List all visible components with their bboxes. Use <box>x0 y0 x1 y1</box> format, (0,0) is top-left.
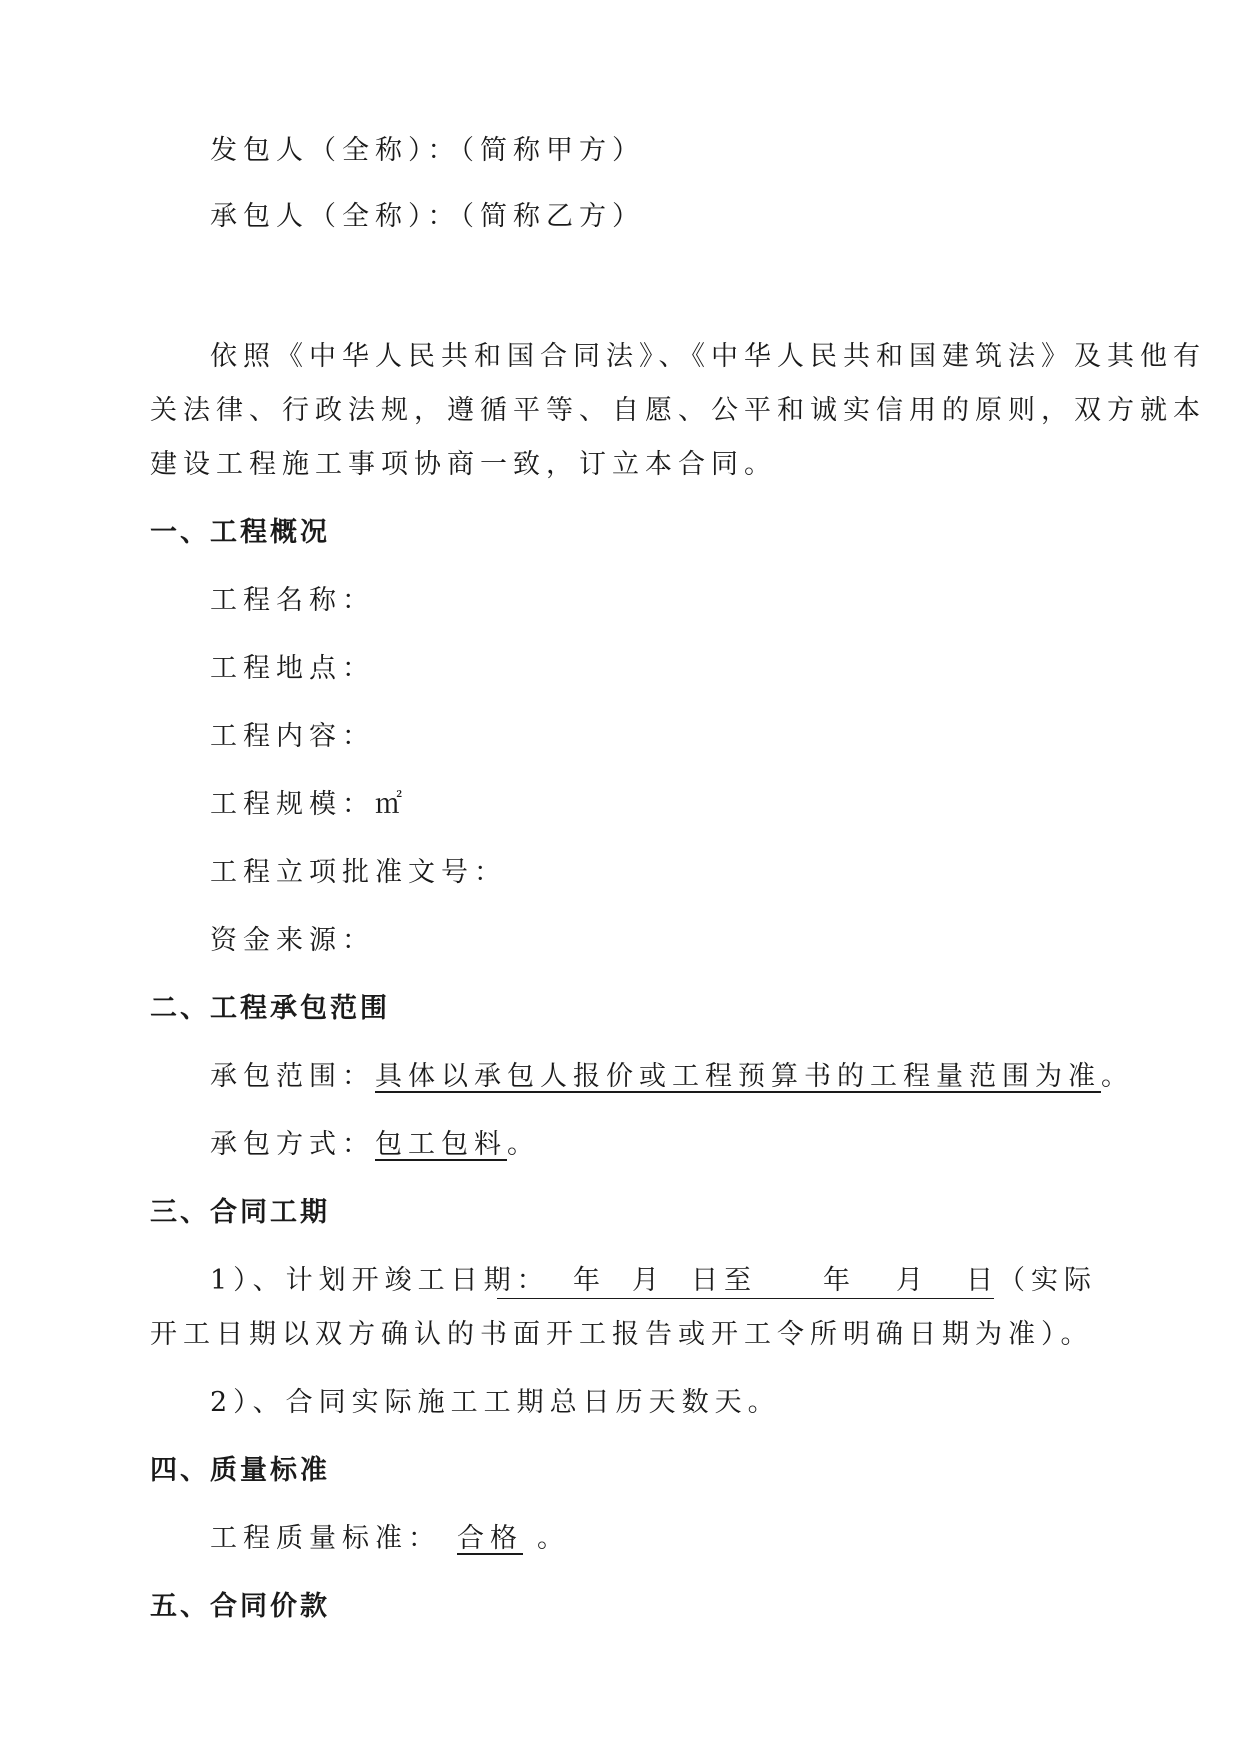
project-location-field: 工程地点： <box>210 653 375 684</box>
preamble-line-1: 依照《中华人民共和国合同法》、《中华人民共和国建筑法》及其他有 <box>210 341 1206 372</box>
preamble-line-2: 关法律、行政法规，遵循平等、自愿、公平和诚实信用的原则，双方就本 <box>150 395 1206 426</box>
quality-end: 。 <box>537 1523 570 1554</box>
schedule-item-1-tail: （实际 <box>998 1265 1097 1296</box>
section-2-heading: 二、工程承包范围 <box>150 993 390 1024</box>
section-3-heading: 三、合同工期 <box>150 1197 330 1228</box>
start-year-label: 年 <box>573 1265 606 1296</box>
scope-value: 具体以承包人报价或工程预算书的工程量范围为准 <box>375 1061 1101 1092</box>
employer-line: 发包人（全称）：（简称甲方） <box>210 135 645 166</box>
scope-end: 。 <box>1101 1061 1134 1092</box>
quality-line <box>210 1522 570 1556</box>
quality-value: 合格 <box>457 1523 523 1554</box>
method-end: 。 <box>507 1129 540 1160</box>
approval-number-field: 工程立项批准文号： <box>210 857 507 888</box>
section-4-heading: 四、质量标准 <box>150 1455 330 1486</box>
start-month-label: 月 <box>632 1265 665 1296</box>
method-value: 包工包料 <box>375 1129 507 1160</box>
schedule-item-1-line-2: 开工日期以双方确认的书面开工报告或开工令所明确日期为准）。 <box>150 1319 1094 1350</box>
quality-label: 工程质量标准： <box>210 1523 441 1554</box>
end-year-label: 年 <box>823 1265 856 1296</box>
project-content-field: 工程内容： <box>210 721 375 752</box>
schedule-item-1-label: 1）、计划开竣工日期： <box>210 1265 550 1296</box>
section-5-heading: 五、合同价款 <box>150 1591 330 1622</box>
method-line <box>210 1128 540 1162</box>
funding-source-field: 资金来源： <box>210 925 375 956</box>
contractor-line: 承包人（全称）：（简称乙方） <box>210 201 645 232</box>
start-day-label: 日至 <box>691 1265 757 1296</box>
method-label: 承包方式： <box>210 1129 375 1160</box>
project-name-field: 工程名称： <box>210 585 375 616</box>
end-month-label: 月 <box>896 1265 929 1296</box>
end-day-label: 日 <box>966 1265 999 1296</box>
scope-label: 承包范围： <box>210 1061 375 1092</box>
preamble-line-3: 建设工程施工事项协商一致，订立本合同。 <box>150 449 777 480</box>
section-1-heading: 一、工程概况 <box>150 517 330 548</box>
scope-line <box>210 1060 1134 1094</box>
schedule-item-2: 2）、合同实际施工工期总日历天数天。 <box>210 1387 781 1418</box>
project-scale-field: 工程规模：㎡ <box>210 789 408 820</box>
